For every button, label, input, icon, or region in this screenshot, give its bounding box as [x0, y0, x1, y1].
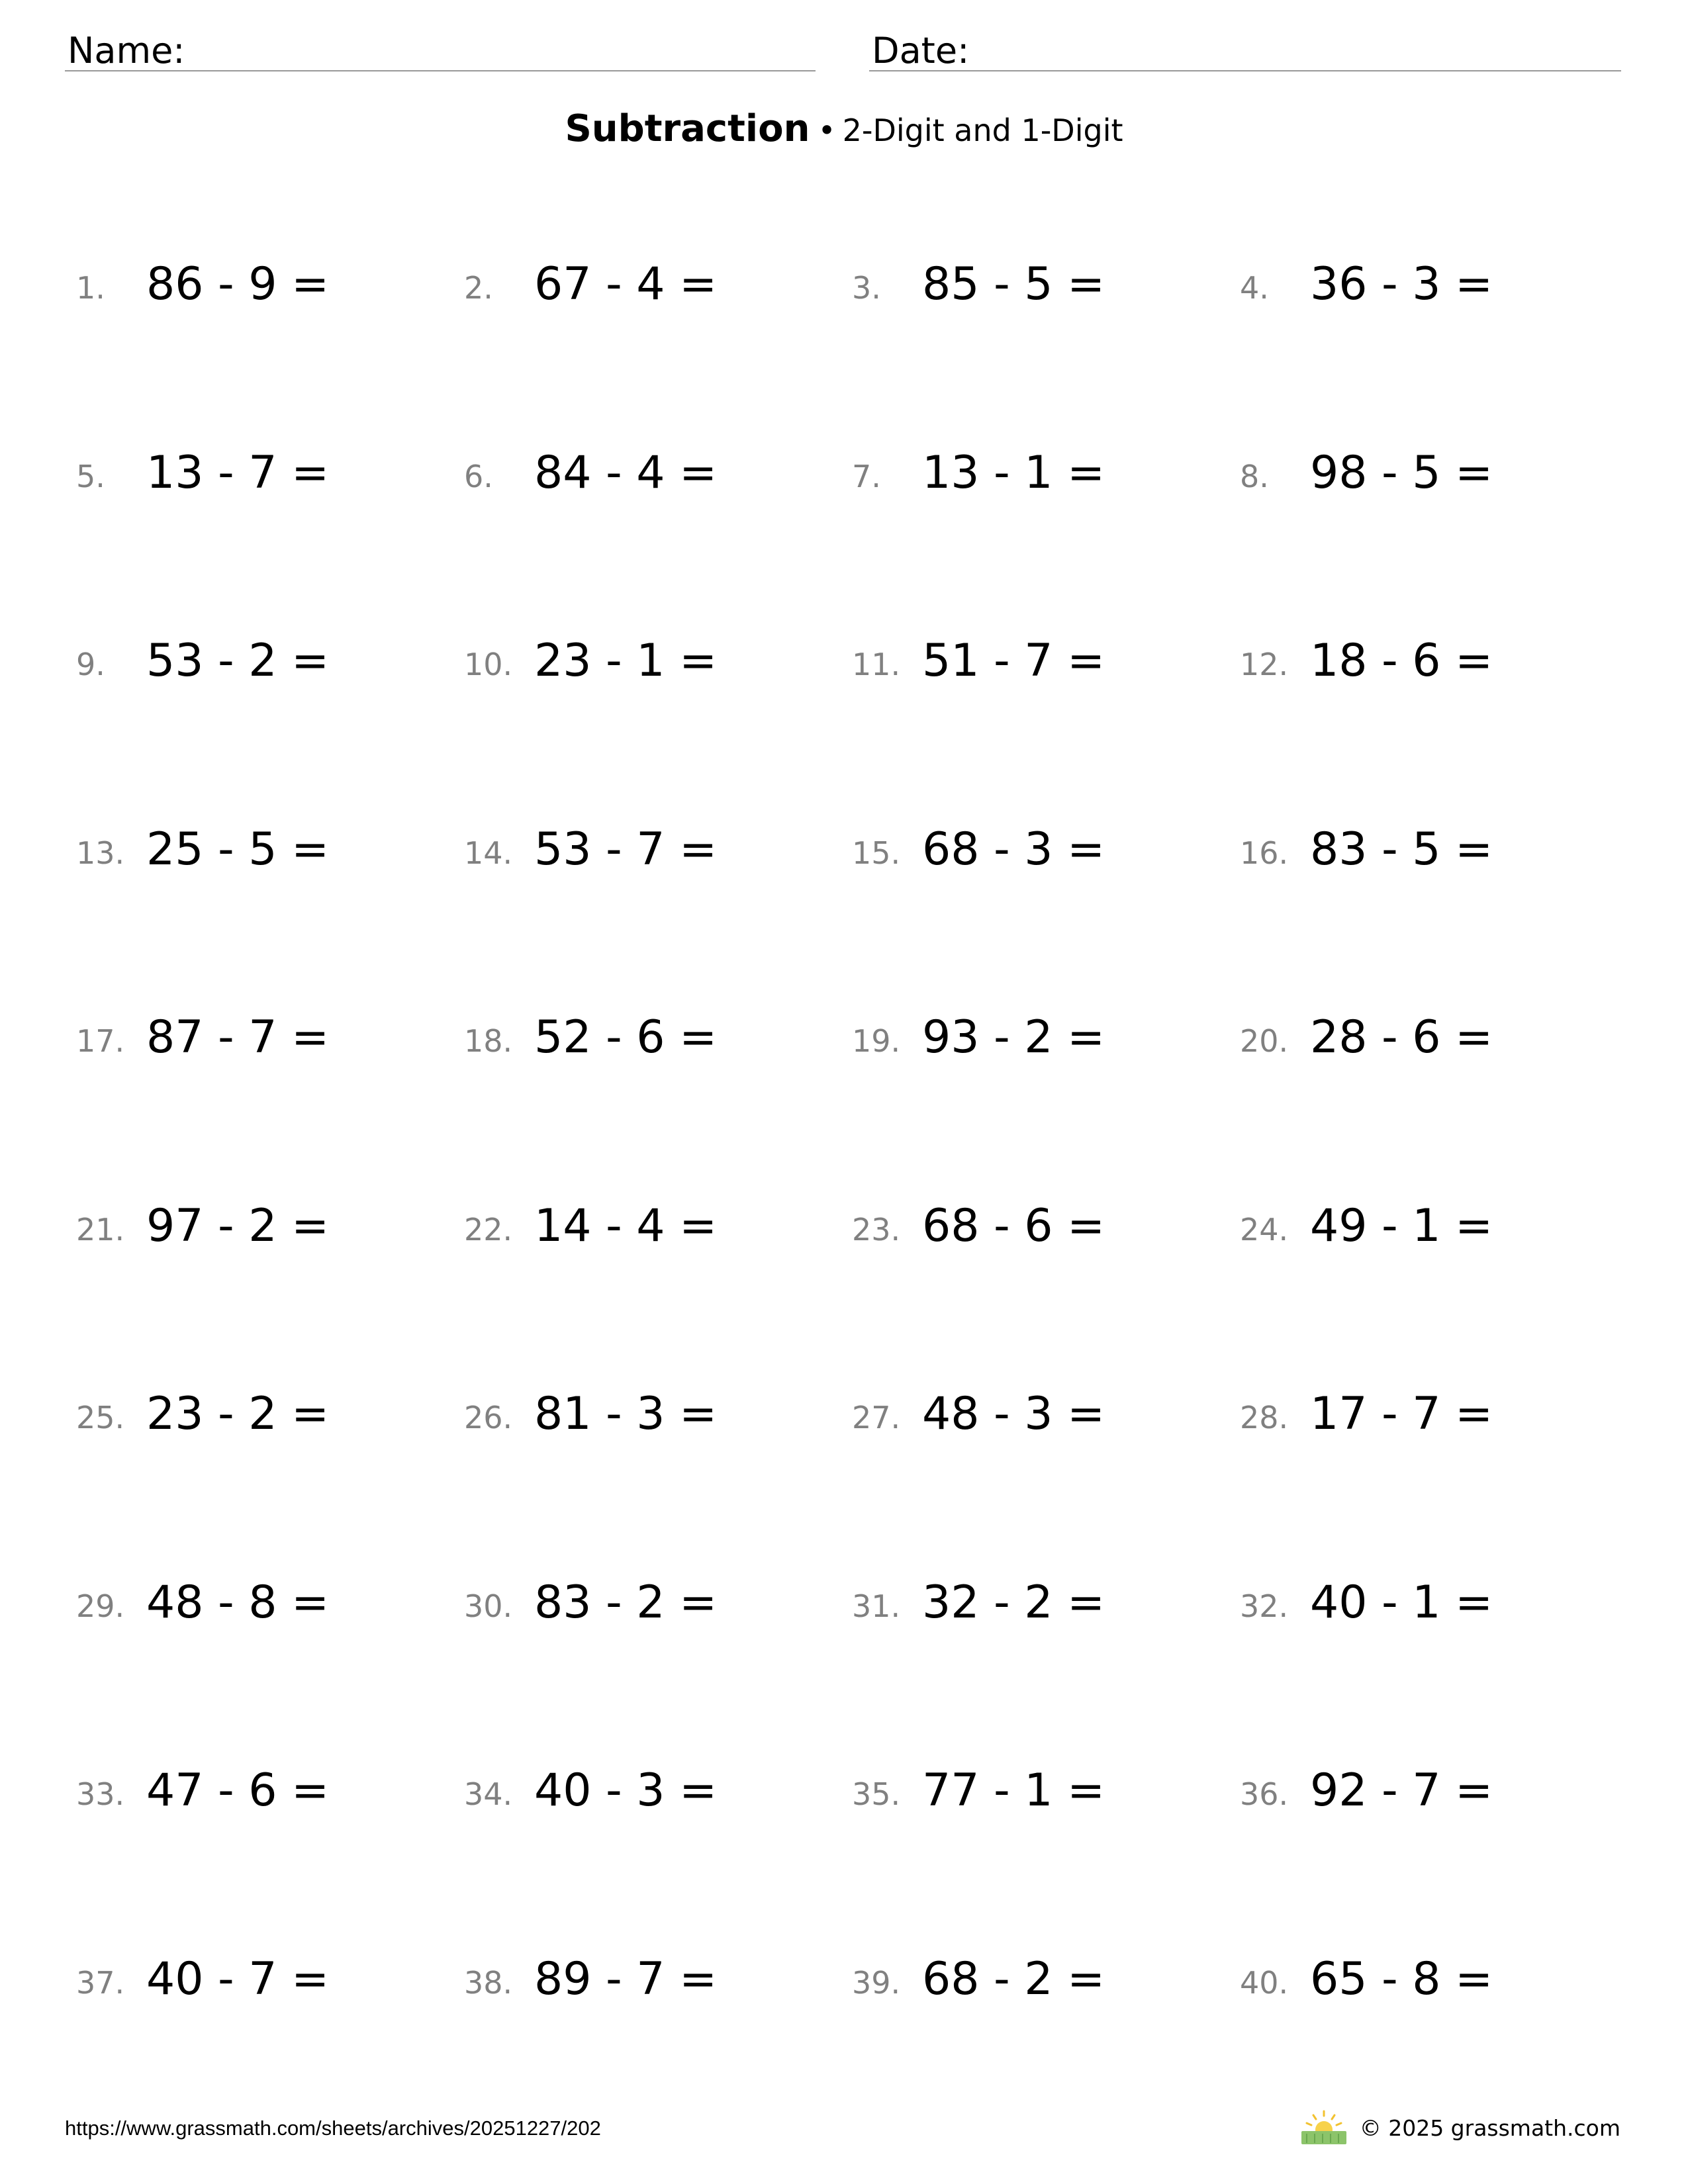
problem-expression: 49 - 1 =: [1310, 1199, 1493, 1252]
problem-expression: 85 - 5 =: [922, 258, 1105, 310]
sun-over-grass-icon: [1299, 2110, 1349, 2144]
problem-expression: 53 - 2 =: [146, 635, 330, 687]
problem-expression: 97 - 2 =: [146, 1199, 330, 1252]
problem-expression: 89 - 7 =: [534, 1952, 718, 2005]
problem-number: 30.: [464, 1588, 513, 1624]
problem-number: 34.: [464, 1776, 513, 1812]
problem-expression: 92 - 7 =: [1310, 1764, 1493, 1817]
problem-expression: 40 - 1 =: [1310, 1576, 1493, 1629]
problem-number: 11.: [852, 647, 901, 682]
problem-expression: 83 - 5 =: [1310, 823, 1493, 876]
date-field[interactable]: [869, 25, 1621, 71]
problem-number: 7.: [852, 458, 881, 494]
problem-number: 5.: [76, 458, 105, 494]
problem-number: 10.: [464, 647, 513, 682]
problem-expression: 52 - 6 =: [534, 1011, 718, 1064]
problem-number: 27.: [852, 1400, 901, 1435]
problem-number: 17.: [76, 1023, 125, 1059]
problem-expression: 47 - 6 =: [146, 1764, 330, 1817]
problem-expression: 98 - 5 =: [1310, 446, 1493, 499]
problem-number: 28.: [1240, 1400, 1289, 1435]
problem-number: 6.: [464, 458, 493, 494]
problem-number: 38.: [464, 1964, 513, 2001]
title-separator: •: [818, 113, 836, 148]
problem-number: 40.: [1240, 1964, 1289, 2001]
problem-number: 2.: [464, 270, 493, 306]
date-label: Date:: [872, 30, 970, 71]
problem-expression: 86 - 9 =: [146, 258, 330, 310]
problem-number: 9.: [76, 647, 105, 682]
problem-expression: 36 - 3 =: [1310, 258, 1493, 310]
footer-url: https://www.grassmath.com/sheets/archives/20251227/202: [65, 2116, 601, 2140]
problem-expression: 40 - 3 =: [534, 1764, 718, 1817]
problem-number: 13.: [76, 835, 125, 871]
problem-expression: 83 - 2 =: [534, 1576, 718, 1629]
name-label: Name:: [68, 30, 185, 71]
problem-expression: 48 - 8 =: [146, 1576, 330, 1629]
title-subtitle: 2-Digit and 1-Digit: [842, 113, 1123, 148]
problem-expression: 25 - 5 =: [146, 823, 330, 876]
problem-expression: 81 - 3 =: [534, 1388, 718, 1440]
problem-number: 20.: [1240, 1023, 1289, 1059]
title-main: Subtraction: [565, 107, 810, 150]
problem-expression: 67 - 4 =: [534, 258, 718, 310]
problem-expression: 32 - 2 =: [922, 1576, 1105, 1629]
worksheet-title: [0, 106, 1688, 154]
problem-expression: 53 - 7 =: [534, 823, 718, 876]
problem-number: 26.: [464, 1400, 513, 1435]
problem-number: 15.: [852, 835, 901, 871]
problem-expression: 28 - 6 =: [1310, 1011, 1493, 1064]
problem-number: 37.: [76, 1964, 125, 2001]
problem-number: 16.: [1240, 835, 1289, 871]
problem-expression: 68 - 2 =: [922, 1952, 1105, 2005]
problem-expression: 48 - 3 =: [922, 1388, 1105, 1440]
problem-expression: 65 - 8 =: [1310, 1952, 1493, 2005]
problem-number: 24.: [1240, 1211, 1289, 1248]
problem-number: 18.: [464, 1023, 513, 1059]
problem-expression: 87 - 7 =: [146, 1011, 330, 1064]
problem-number: 1.: [76, 270, 105, 306]
problem-number: 22.: [464, 1211, 513, 1248]
problem-expression: 68 - 6 =: [922, 1199, 1105, 1252]
problem-expression: 23 - 2 =: [146, 1388, 330, 1440]
problem-number: 4.: [1240, 270, 1269, 306]
footer-copyright: © 2025 grassmath.com: [1359, 2115, 1620, 2141]
problem-number: 19.: [852, 1023, 901, 1059]
problem-expression: 93 - 2 =: [922, 1011, 1105, 1064]
name-field[interactable]: [65, 25, 816, 71]
problem-expression: 17 - 7 =: [1310, 1388, 1493, 1440]
problem-number: 8.: [1240, 458, 1269, 494]
problem-number: 33.: [76, 1776, 125, 1812]
problem-number: 36.: [1240, 1776, 1289, 1812]
problem-expression: 40 - 7 =: [146, 1952, 330, 2005]
problem-number: 29.: [76, 1588, 125, 1624]
problem-number: 39.: [852, 1964, 901, 2001]
problem-expression: 68 - 3 =: [922, 823, 1105, 876]
problem-number: 25.: [76, 1400, 125, 1435]
problem-expression: 77 - 1 =: [922, 1764, 1105, 1817]
problem-expression: 23 - 1 =: [534, 635, 718, 687]
problem-expression: 18 - 6 =: [1310, 635, 1493, 687]
problem-expression: 13 - 7 =: [146, 446, 330, 499]
problem-number: 35.: [852, 1776, 901, 1812]
problem-number: 32.: [1240, 1588, 1289, 1624]
problem-number: 14.: [464, 835, 513, 871]
problem-number: 3.: [852, 270, 881, 306]
problem-number: 23.: [852, 1211, 901, 1248]
problem-expression: 51 - 7 =: [922, 635, 1105, 687]
problem-number: 31.: [852, 1588, 901, 1624]
problem-expression: 13 - 1 =: [922, 446, 1105, 499]
problem-number: 21.: [76, 1211, 125, 1248]
problem-expression: 14 - 4 =: [534, 1199, 718, 1252]
problem-expression: 84 - 4 =: [534, 446, 718, 499]
problem-number: 12.: [1240, 647, 1289, 682]
